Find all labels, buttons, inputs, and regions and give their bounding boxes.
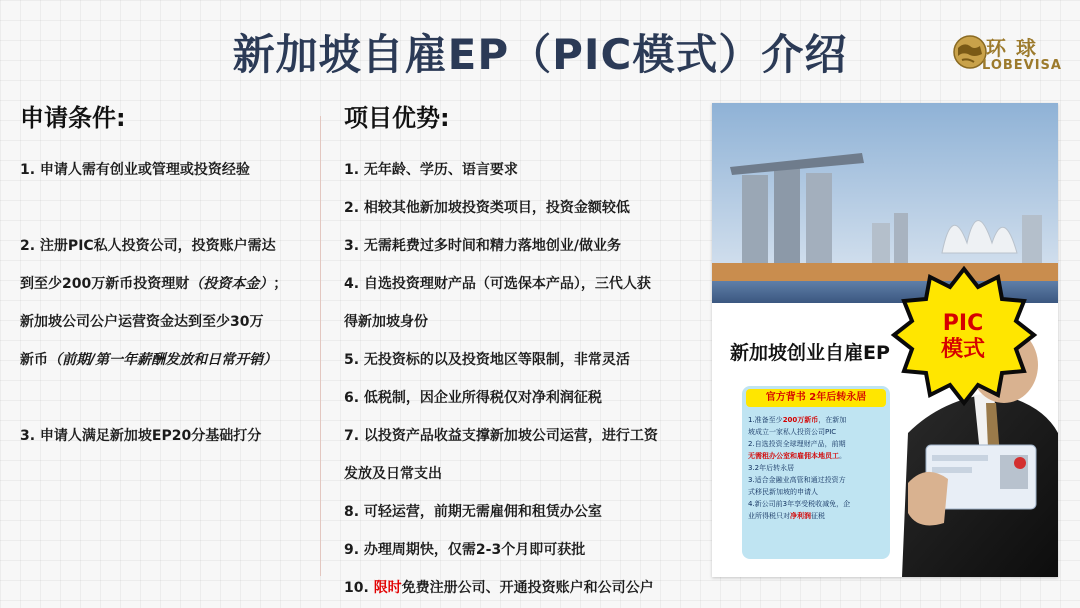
panel-line: [748, 414, 886, 426]
conditions-heading: 申请条件:: [20, 104, 126, 132]
condition-2-line3: 新加坡公司公户运营资金达到至少30万: [20, 314, 264, 330]
panel-heading: 官方背书 2年后转永居: [746, 389, 886, 407]
panel-text: 式移民新加坡的申请人: [748, 488, 818, 496]
flyer-info-panel: [742, 386, 890, 559]
advantage-7: 7. 以投资产品收益支撑新加坡公司运营，进行工资: [344, 428, 658, 444]
panel-text: 1.准备至少: [748, 416, 783, 424]
advantages-heading: 项目优势:: [344, 104, 450, 132]
panel-highlight: 无需租办公室和雇佣本地员工: [748, 452, 839, 460]
condition-gap-2: [20, 379, 310, 417]
advantage-9: 9. 办理周期快，仅需2-3个月即可获批: [344, 542, 586, 558]
condition-2-line1: 2. 注册PIC私人投资公司，投资账户需达: [20, 238, 276, 254]
conditions-section: [20, 98, 310, 455]
badge-line-mode: 模式: [940, 337, 985, 362]
condition-2-line2: [20, 265, 310, 303]
panel-line: [748, 438, 886, 450]
panel-line: [748, 510, 886, 522]
condition-2-note-expenses: （前期/第一年薪酬发放和日常开销）: [48, 352, 278, 368]
globevisa-logo: [952, 32, 1062, 76]
advantage-1: 1. 无年龄、学历、语言要求: [344, 162, 518, 178]
condition-3: 3. 申请人满足新加坡EP20分基础打分: [20, 428, 262, 444]
panel-text: 3.适合金融业高管和通过投资方: [748, 476, 846, 484]
logo-english: LOBEVISA: [982, 58, 1062, 73]
advantages-section: [344, 98, 704, 607]
panel-line: [748, 486, 886, 498]
panel-text: 4.新公司前3年享受税收减免，企: [748, 500, 851, 508]
advantage-4-cont: 得新加坡身份: [344, 314, 428, 330]
advantage-3: 3. 无需耗费过多时间和精力落地创业/做业务: [344, 238, 622, 254]
panel-text: 坡成立一家私人投资公司PIC: [748, 428, 837, 436]
panel-body: [748, 414, 886, 522]
promo-flyer: [712, 103, 1058, 577]
advantage-10-number: 10.: [344, 580, 374, 596]
condition-2-currency: 新币: [20, 352, 48, 368]
panel-text: 2.自选投资全球理财产品，前期: [748, 440, 846, 448]
condition-2-semicolon: ；: [273, 276, 288, 292]
panel-line: [748, 474, 886, 486]
panel-text: ，在新加: [818, 416, 847, 424]
condition-gap: [20, 189, 310, 227]
advantage-4: 4. 自选投资理财产品（可选保本产品），三代人获: [344, 276, 651, 292]
panel-text: 3.2年后转永居: [748, 464, 795, 472]
condition-2-note-principal: （投资本金）: [189, 276, 274, 292]
condition-1: 1. 申请人需有创业或管理或投资经验: [20, 162, 250, 178]
badge-line-pic: PIC: [942, 311, 984, 336]
advantage-8: 8. 可轻运营，前期无需雇佣和租赁办公室: [344, 504, 602, 520]
panel-line: [748, 426, 886, 438]
advantage-6: 6. 低税制，因企业所得税仅对净利润征税: [344, 390, 602, 406]
pic-badge-text: [908, 311, 1018, 363]
advantage-7-cont: 发放及日常支出: [344, 466, 442, 482]
panel-text: 征税: [811, 512, 825, 520]
panel-highlight: 净利润: [790, 512, 811, 520]
advantage-10: [344, 569, 704, 607]
advantage-10-text: 免费注册公司、开通投资账户和公司公户: [401, 580, 654, 596]
advantage-2: 2. 相较其他新加坡投资类项目，投资金额较低: [344, 200, 630, 216]
panel-highlight: 200万新币: [782, 416, 819, 424]
condition-2-amount: 到至少200万新币投资理财: [20, 276, 190, 292]
advantage-5: 5. 无投资标的以及投资地区等限制，非常灵活: [344, 352, 630, 368]
condition-2-line4: [20, 341, 310, 379]
advantage-10-limited: 限时: [373, 580, 402, 596]
panel-line: [748, 450, 886, 462]
logo-chinese: 环球: [986, 36, 1046, 60]
panel-line: [748, 498, 886, 510]
page-title: 新加坡自雇EP（PIC模式）介绍: [232, 30, 848, 79]
column-divider: [320, 116, 321, 576]
panel-line: [748, 462, 886, 474]
panel-text: 业所得税只对: [748, 512, 790, 520]
flyer-title: 新加坡创业自雇EP: [730, 342, 890, 364]
panel-text: 。: [839, 452, 846, 460]
